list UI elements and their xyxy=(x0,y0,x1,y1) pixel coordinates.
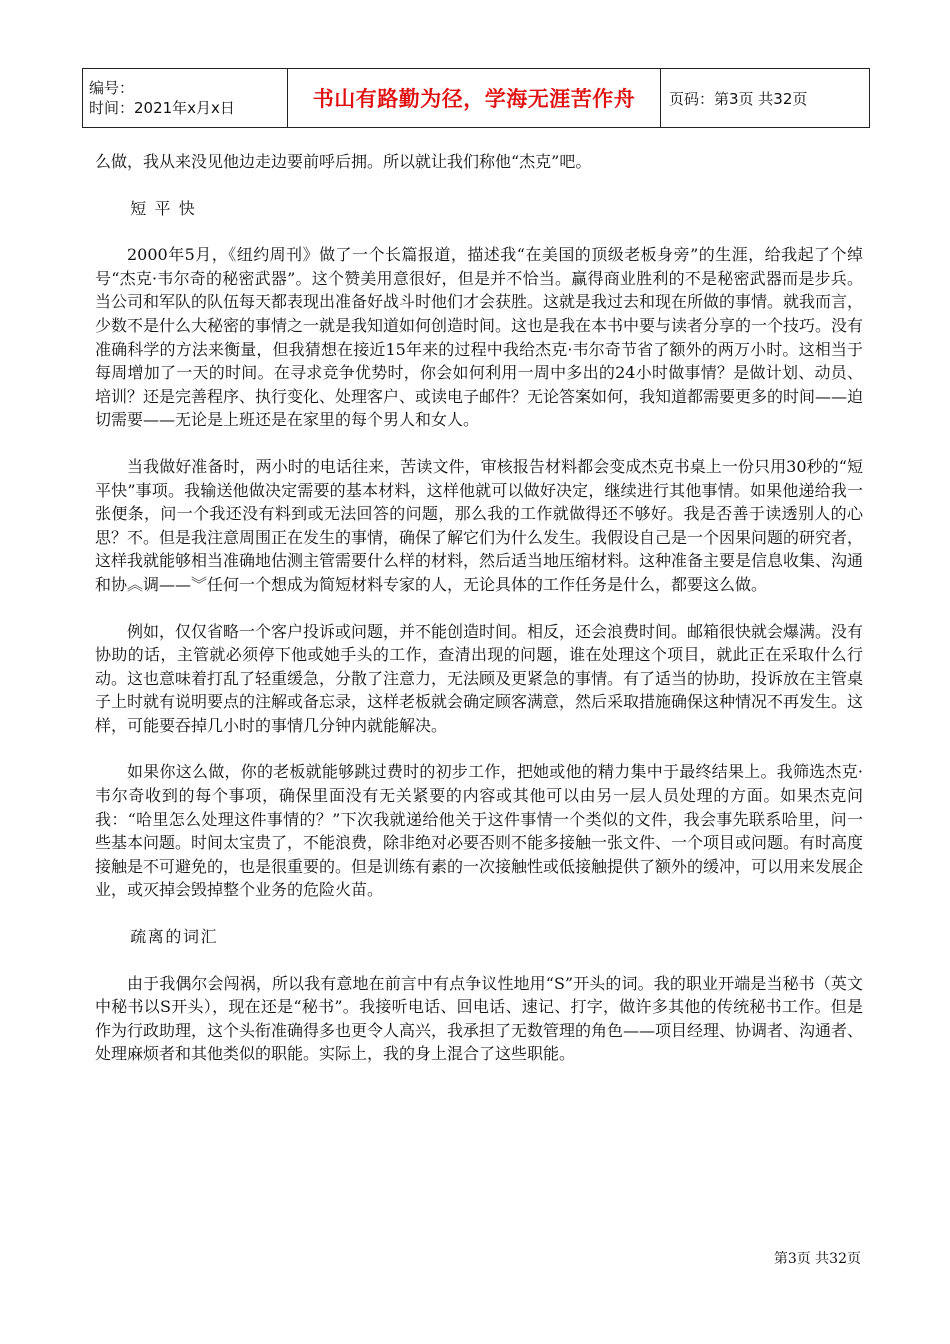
serial-number-label: 编号： xyxy=(89,79,135,97)
paragraph: 由于我偶尔会闯祸，所以我有意地在前言中有点争议性地用“S”开头的词。我的职业开端是当秘书（英文中秘书以S开头），现在还是“秘书”。我接听电话、回电话、速记、打字，做许多其他的传统秘书工作。但是作为行政助理，这个头衔准确得多也更令人高兴，我承担了无数管理的角色——项目经理、协调者、沟通者、处理麻烦者和其他类似的职能。实际上，我的身上混合了这些职能。 xyxy=(95,973,864,1064)
page-footer: 第3页 共32页 xyxy=(773,1251,861,1267)
paragraph: 当我做好准备时，两小时的电话往来，苦读文件，审核报告材料都会变成杰克书桌上一份只用30秒的“短平快”事项。我输送他做决定需要的基本材料，这样他就可以做好决定，继续进行其他事情。如果他递给我一张便条，问一个我还没有料到或无法回答的问题，那么我的工作就做得还不够好。我是否善于读透别人的心思？不。但是我注意周围正在发生的事情，确保了解它们为什么发生。我假设自己是一个因果问题的研究者，这样我就能够相当准确地估测主管需要什么样的材料，然后适当地压缩材料。这种准备主要是信息收集、沟通和协︽调——︾任何一个想成为简短材料专家的人，无论具体的工作任务是什么，都要这么做。 xyxy=(95,456,864,594)
section-heading-short-flat-fast: 短 平 快 xyxy=(130,198,197,218)
document-header xyxy=(82,68,870,128)
date-label: 时间：2021年x月x日 xyxy=(89,99,235,117)
paragraph-continuation: 么做，我从来没见他边走边要前呼后拥。所以就让我们称他“杰克”吧。 xyxy=(95,152,592,171)
paragraph: 2000年5月，《纽约周刊》做了一个长篇报道，描述我“在美国的顶级老板身旁”的生涯，给我起了个绰号“杰克·韦尔奇的秘密武器”。这个赞美用意很好，但是并不恰当。赢得商业胜利的不是秘密武器而是步兵。当公司和军队的队伍每天都表现出准备好战斗时他们才会获胜。这就是我过去和现在所做的事情。就我而言，少数不是什么大秘密的事情之一就是我知道如何创造时间。这也是我在本书中要与读者分享的一个技巧。没有准确科学的方法来衡量，但我猜想在接近15年来的过程中我给杰克·韦尔奇节省了额外的两万小时。这相当于每周增加了一天的时间。在寻求竞争优势时，你会如何利用一周中多出的24小时做事情？是做计划、动员、培训？还是完善程序、执行变化、处理客户、或读电子邮件？无论答案如何，我知道都需要更多的时间——迫切需要——无论是上班还是在家里的每个男人和女人。 xyxy=(95,245,864,430)
paragraph: 例如，仅仅省略一个客户投诉或问题，并不能创造时间。相反，还会浪费时间。邮箱很快就会爆满。没有协助的话，主管就必须停下他或她手头的工作，查清出现的问题，谁在处理这个项目，就此正在采取什么行动。这也意味着打乱了轻重缓急，分散了注意力，无法顾及更紧急的事情。有了适当的协助，投诉放在主管桌子上时就有说明要点的注解或备忘录，这样老板就会确定顾客满意，然后采取措施确保这种情况不再发生。这样，可能要吞掉几小时的事情几分钟内就能解决。 xyxy=(95,621,864,735)
section-heading-vocabulary: 疏离的词汇 xyxy=(130,927,219,947)
paragraph: 如果你这么做，你的老板就能够跳过费时的初步工作，把她或他的精力集中于最终结果上。我筛选杰克·韦尔奇收到的每个事项，确保里面没有无关紧要的内容或其他可以由另一层人员处理的方面。如果杰克问我：“哈里怎么处理这件事情的？”下次我就递给他关于这件事情一个类似的文件，我会事先联系哈里，问一些基本问题。时间太宝贵了，不能浪费，除非绝对必要否则不能多接触一张文件、一个项目或问题。有时高度接触是不可避免的，也是很重要的。但是训练有素的一次接触性或低接触提供了额外的缓冲，可以用来发展企业，或灭掉会毁掉整个业务的危险火苗。 xyxy=(95,762,864,900)
header-meta-cell xyxy=(83,69,288,128)
header-motto: 书山有路勤为径，学海无涯苦作舟 xyxy=(288,69,661,128)
document-body xyxy=(95,150,863,1066)
header-page-number: 页码：第3页 共32页 xyxy=(661,69,870,128)
